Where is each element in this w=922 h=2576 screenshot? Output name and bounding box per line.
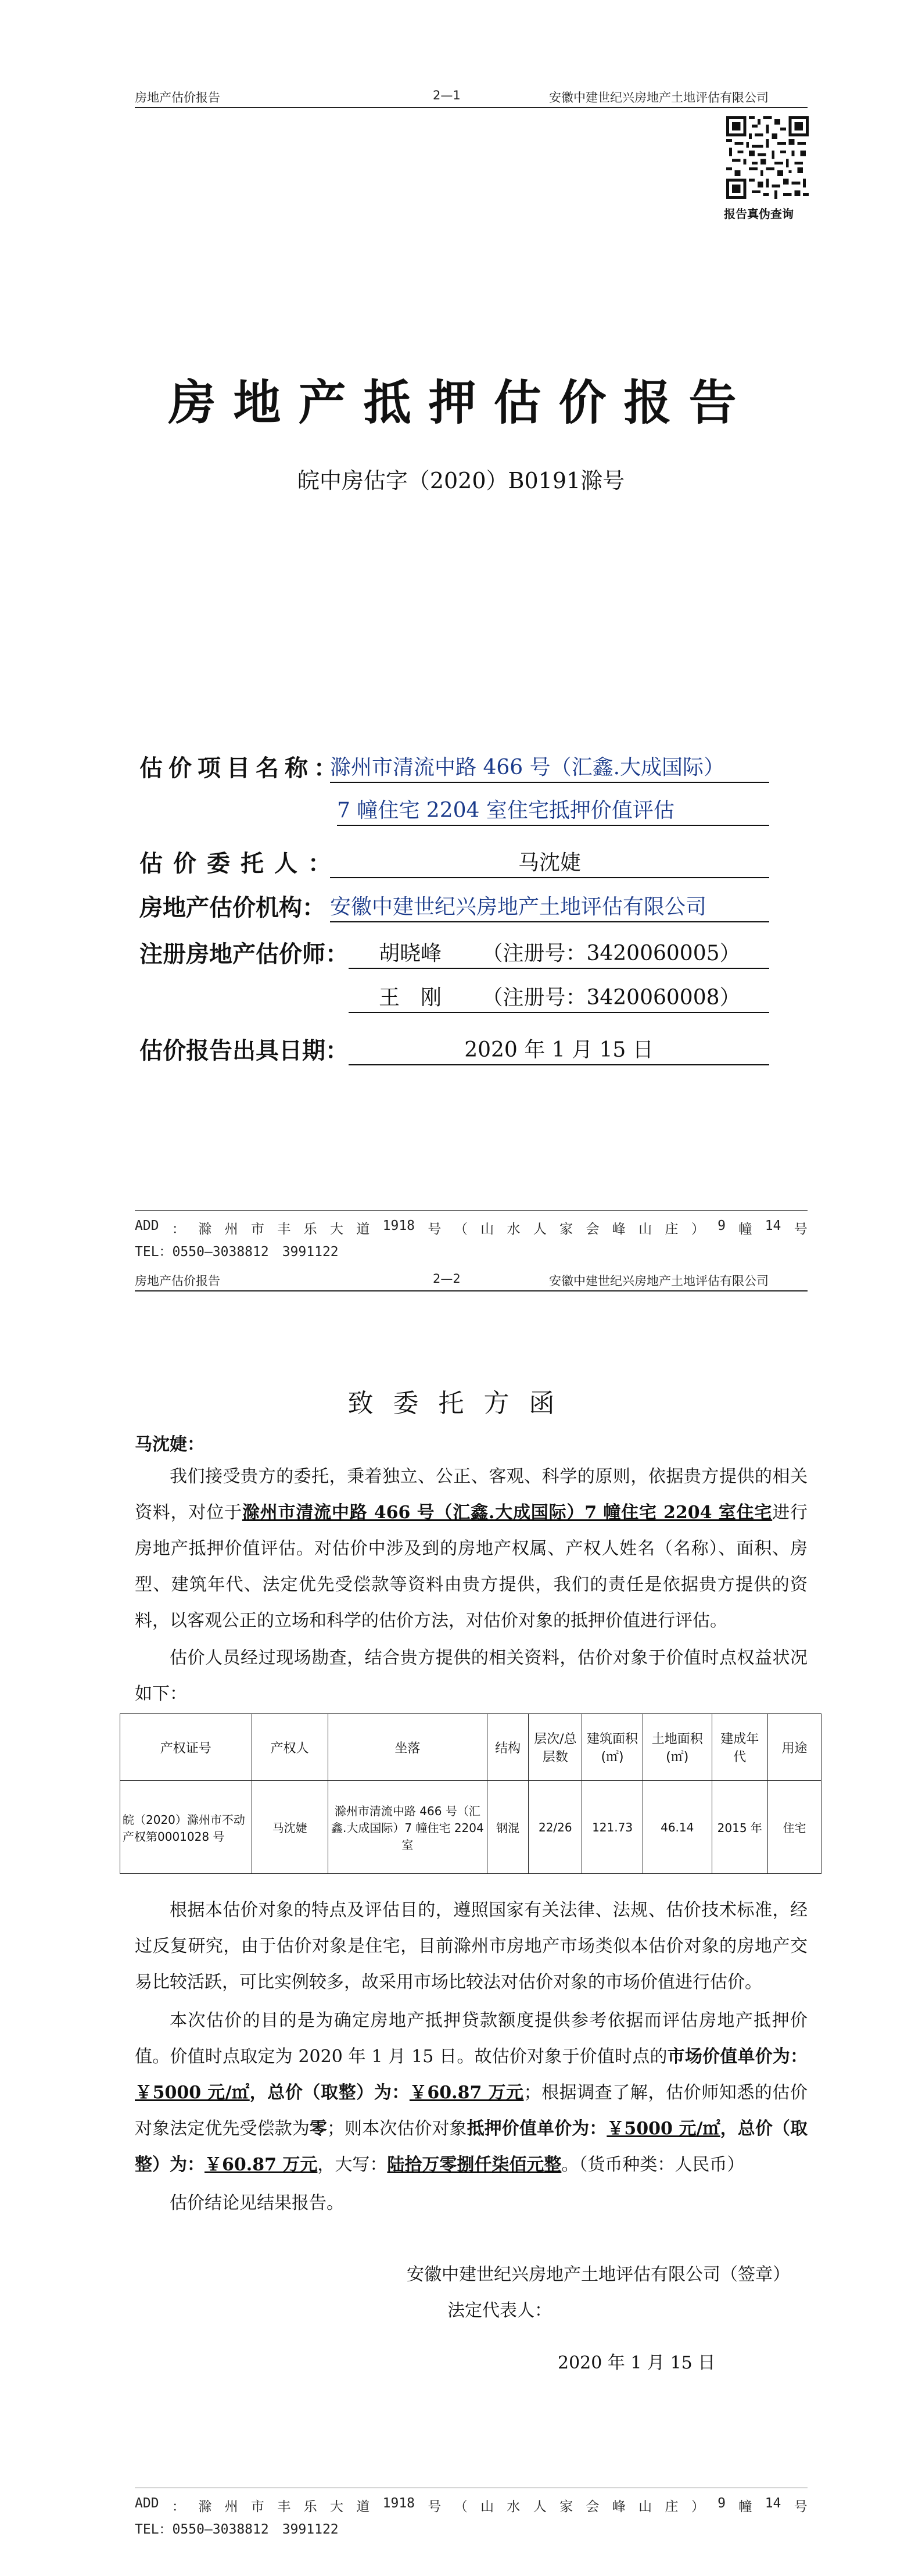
footer-address-token: 幢 bbox=[738, 1222, 752, 1237]
footer-address-token: 1918 bbox=[382, 2496, 415, 2511]
property-table bbox=[120, 1713, 821, 1874]
footer-address-token: ADD bbox=[135, 1218, 159, 1233]
agency-value: 安徽中建世纪兴房地产土地评估有限公司 bbox=[330, 890, 769, 922]
th-structure: 结构 bbox=[487, 1714, 528, 1781]
qr-code-icon[interactable] bbox=[726, 116, 809, 199]
project-value-line1: 滁州市清流中路 466 号（汇鑫.大成国际） bbox=[330, 751, 769, 783]
para4-f: ；根据调查了解，估价师知悉的估价对象法定优先受偿款为 bbox=[135, 2083, 808, 2139]
page1-footer-tel: TEL：0550—3038812 3991122 bbox=[135, 1244, 339, 1260]
agency-label: 房地产估价机构： bbox=[139, 895, 325, 921]
page1-footer bbox=[135, 1218, 808, 1260]
date-text: 2020 年 1 月 15 日 bbox=[464, 1038, 654, 1062]
th-owner: 产权人 bbox=[252, 1714, 328, 1781]
footer-address-token: 会 bbox=[586, 1222, 600, 1237]
page1-footer-address bbox=[135, 1218, 808, 1237]
client-label: 估价委托人： bbox=[139, 850, 342, 877]
footer-address-token: 会 bbox=[586, 2499, 600, 2514]
footer-address-token: 滁 bbox=[198, 2499, 212, 2514]
td-cert: 皖（2020）滁州市不动产权第0001028 号 bbox=[120, 1781, 252, 1874]
th-year: 建成年代 bbox=[712, 1714, 767, 1781]
footer-address-token: 14 bbox=[765, 1218, 781, 1233]
footer-address-token: 幢 bbox=[738, 2499, 752, 2514]
appraiser-1-name: 胡晓峰 bbox=[379, 942, 442, 965]
th-location: 坐落 bbox=[328, 1714, 487, 1781]
para4-h: ；则本次估价对象 bbox=[327, 2119, 467, 2139]
footer-address-token: 1918 bbox=[382, 1218, 415, 1233]
td-location: 滁州市清流中路 466 号（汇鑫.大成国际）7 幢住宅 2204 室 bbox=[328, 1781, 487, 1874]
page2-header-center: 2—2 bbox=[433, 1272, 461, 1286]
page2-footer-tel: TEL：0550—3038812 3991122 bbox=[135, 2522, 339, 2537]
page1-header-left: 房地产估价报告 bbox=[135, 91, 220, 105]
td-use: 住宅 bbox=[767, 1781, 821, 1874]
page1-header-rule bbox=[135, 107, 808, 108]
footer-address-token: ： bbox=[171, 2499, 185, 2514]
date-value bbox=[349, 1033, 769, 1065]
th-land-area: 土地面积(㎡) bbox=[643, 1714, 712, 1781]
appraiser-2-row bbox=[349, 981, 769, 1013]
paragraph-3: 根据本估价对象的特点及评估目的，遵照国家有关法律、法规、估价技术标准，经过反复研究，由于估价对象是住宅，目前滁州市房地产市场类似本估价对象的房地产交易比较活跃，可比实例较多，故采用市场比较法对估价对象的市场价值进行估价。 bbox=[135, 1900, 808, 1992]
para1-property: 滁州市清流中路 466 号（汇鑫.大成国际）7 幢住宅 2204 室住宅 bbox=[242, 1502, 773, 1523]
td-owner: 马沈婕 bbox=[252, 1781, 328, 1874]
footer-address-token: 14 bbox=[765, 2496, 781, 2511]
footer-address-token: 水 bbox=[507, 2499, 521, 2514]
para1-c: 进行房地产抵押价值评估。对估价中涉及到的房地产权属、产权人姓名（名称）、面积、房型、建筑年代、法定优先受偿款等资料由贵方提供，我们的责任是依据贵方提供的资料，以客观公正的立场和科学的估价方法，对估价对象的抵押价值进行评估。 bbox=[135, 1502, 808, 1631]
mortgage-total-price: ￥60.87 万元 bbox=[205, 2155, 318, 2175]
footer-address-token: 山 bbox=[638, 2499, 652, 2514]
footer-address-token: 山 bbox=[480, 1222, 494, 1237]
footer-address-token: 人 bbox=[533, 1222, 547, 1237]
para4-a: 本次估价的目的是为确定房地产抵押贷款额度提供参考依据而评估房地产抵押价值。价值时点取定为 2020 年 1 月 15 日。故估价对象于价值时点的 bbox=[135, 2010, 808, 2067]
footer-address-token: 号 bbox=[428, 2499, 442, 2514]
footer-address-token: 号 bbox=[428, 1222, 442, 1237]
signature-date: 2020 年 1 月 15 日 bbox=[558, 2353, 716, 2373]
footer-address-token: 山 bbox=[480, 2499, 494, 2514]
paragraph-2: 估价人员经过现场勘查，结合贵方提供的相关资料，估价对象于价值时点权益状况如下： bbox=[135, 1648, 808, 1704]
client-name: 马沈婕 bbox=[518, 851, 581, 875]
project-value-line2: 7 幢住宅 2204 室住宅抵押价值评估 bbox=[337, 794, 769, 826]
td-structure: 钢混 bbox=[487, 1781, 528, 1874]
footer-address-token: 人 bbox=[533, 2499, 547, 2514]
page2-header-left: 房地产估价报告 bbox=[135, 1274, 220, 1288]
para4-m: ，大写： bbox=[317, 2155, 388, 2175]
para1-a: 我们接受贵方的委托，秉着独立、公正、客观、科学的原则，依据贵方提供的相关资料，对位于 bbox=[135, 1466, 808, 1523]
footer-address-token: 峰 bbox=[612, 1222, 626, 1237]
project-label: 估价项目名称： bbox=[139, 755, 343, 782]
market-unit-price: ￥5000 元/㎡ bbox=[135, 2083, 250, 2103]
table-row bbox=[120, 1781, 821, 1874]
th-floors: 层次/总层数 bbox=[529, 1714, 582, 1781]
page2-footer-address bbox=[135, 2496, 808, 2515]
paragraph-5: 估价结论见结果报告。 bbox=[170, 2193, 344, 2213]
mortgage-unit-price: ￥5000 元/㎡ bbox=[607, 2119, 720, 2139]
footer-address-token: 乐 bbox=[303, 2499, 317, 2514]
report-title: 房地产抵押估价报告 bbox=[168, 375, 754, 431]
qr-caption: 报告真伪查询 bbox=[724, 207, 794, 221]
paragraph-1 bbox=[135, 1459, 808, 1639]
th-cert: 产权证号 bbox=[120, 1714, 252, 1781]
footer-address-token: 丰 bbox=[277, 2499, 291, 2514]
table-header-row bbox=[120, 1714, 821, 1781]
appraiser-1-reg: （注册号：3420060005） bbox=[482, 942, 741, 965]
report-number: 皖中房估字（2020）B0191滁号 bbox=[297, 468, 625, 493]
footer-address-token: 滁 bbox=[198, 1222, 212, 1237]
appraiser-2-name: 王 刚 bbox=[379, 986, 442, 1010]
page2-header-right: 安徽中建世纪兴房地产土地评估有限公司 bbox=[549, 1274, 769, 1288]
page2-header-rule bbox=[135, 1290, 808, 1291]
page2-footer bbox=[135, 2496, 808, 2538]
footer-address-token: ： bbox=[171, 1222, 185, 1237]
footer-address-token: ADD bbox=[135, 2496, 159, 2511]
footer-address-token: 家 bbox=[559, 1222, 573, 1237]
appraiser-1-row bbox=[349, 937, 769, 969]
page1-header-right: 安徽中建世纪兴房地产土地评估有限公司 bbox=[549, 91, 769, 105]
signature-rep: 法定代表人： bbox=[447, 2300, 552, 2321]
footer-address-token: ） bbox=[691, 2499, 705, 2514]
footer-address-token: 乐 bbox=[303, 1222, 317, 1237]
footer-address-token: 大 bbox=[329, 2499, 343, 2514]
appraiser-label: 注册房地产估价师： bbox=[139, 941, 349, 968]
para4-b: 市场价值单价为： bbox=[667, 2047, 808, 2067]
salutation: 马沈婕： bbox=[135, 1434, 205, 1455]
footer-address-token: 9 bbox=[717, 1218, 726, 1233]
footer-address-token: 市 bbox=[250, 1222, 264, 1237]
td-year: 2015 年 bbox=[712, 1781, 767, 1874]
footer-address-token: 9 bbox=[717, 2496, 726, 2511]
td-land-area: 46.14 bbox=[643, 1781, 712, 1874]
footer-address-token: 道 bbox=[356, 1222, 370, 1237]
appraiser-2-reg: （注册号：3420060008） bbox=[482, 986, 741, 1010]
th-use: 用途 bbox=[767, 1714, 821, 1781]
amount-in-words: 陆拾万零捌仟柒佰元整 bbox=[387, 2155, 562, 2175]
page1-footer-rule bbox=[135, 1210, 808, 1211]
para4-k: ，总价（取整）为： bbox=[135, 2119, 808, 2175]
footer-address-token: 州 bbox=[224, 2499, 238, 2514]
th-build-area: 建筑面积(㎡) bbox=[582, 1714, 643, 1781]
priority-payment: 零 bbox=[309, 2119, 327, 2139]
footer-address-token: ） bbox=[691, 1222, 705, 1237]
letter-title: 致委托方函 bbox=[347, 1389, 575, 1418]
footer-address-token: 大 bbox=[329, 1222, 343, 1237]
footer-address-token: 号 bbox=[794, 2499, 808, 2514]
date-label: 估价报告出具日期： bbox=[139, 1037, 349, 1064]
footer-address-token: 道 bbox=[356, 2499, 370, 2514]
footer-address-token: 水 bbox=[507, 1222, 521, 1237]
footer-address-token: 家 bbox=[559, 2499, 573, 2514]
footer-address-token: （ bbox=[454, 1222, 468, 1237]
footer-address-token: 市 bbox=[250, 2499, 264, 2514]
signature-company: 安徽中建世纪兴房地产土地评估有限公司（签章） bbox=[407, 2264, 790, 2285]
footer-address-token: 峰 bbox=[612, 2499, 626, 2514]
footer-address-token: 庄 bbox=[665, 2499, 679, 2514]
paragraph-4 bbox=[135, 2003, 808, 2183]
para4-d: ，总价（取整）为： bbox=[249, 2083, 410, 2103]
footer-address-token: 山 bbox=[638, 1222, 652, 1237]
footer-address-token: 庄 bbox=[665, 1222, 679, 1237]
footer-address-token: （ bbox=[454, 2499, 468, 2514]
td-build-area: 121.73 bbox=[582, 1781, 643, 1874]
footer-address-token: 号 bbox=[794, 1222, 808, 1237]
market-total-price: ￥60.87 万元 bbox=[409, 2083, 524, 2103]
page1-header-center: 2—1 bbox=[433, 88, 461, 102]
td-floors: 22/26 bbox=[529, 1781, 582, 1874]
para4-o: 。（货币种类：人民币） bbox=[561, 2155, 745, 2175]
footer-address-token: 丰 bbox=[277, 1222, 291, 1237]
client-value bbox=[330, 846, 769, 878]
para4-i: 抵押价值单价为： bbox=[467, 2119, 607, 2139]
footer-address-token: 州 bbox=[224, 1222, 238, 1237]
